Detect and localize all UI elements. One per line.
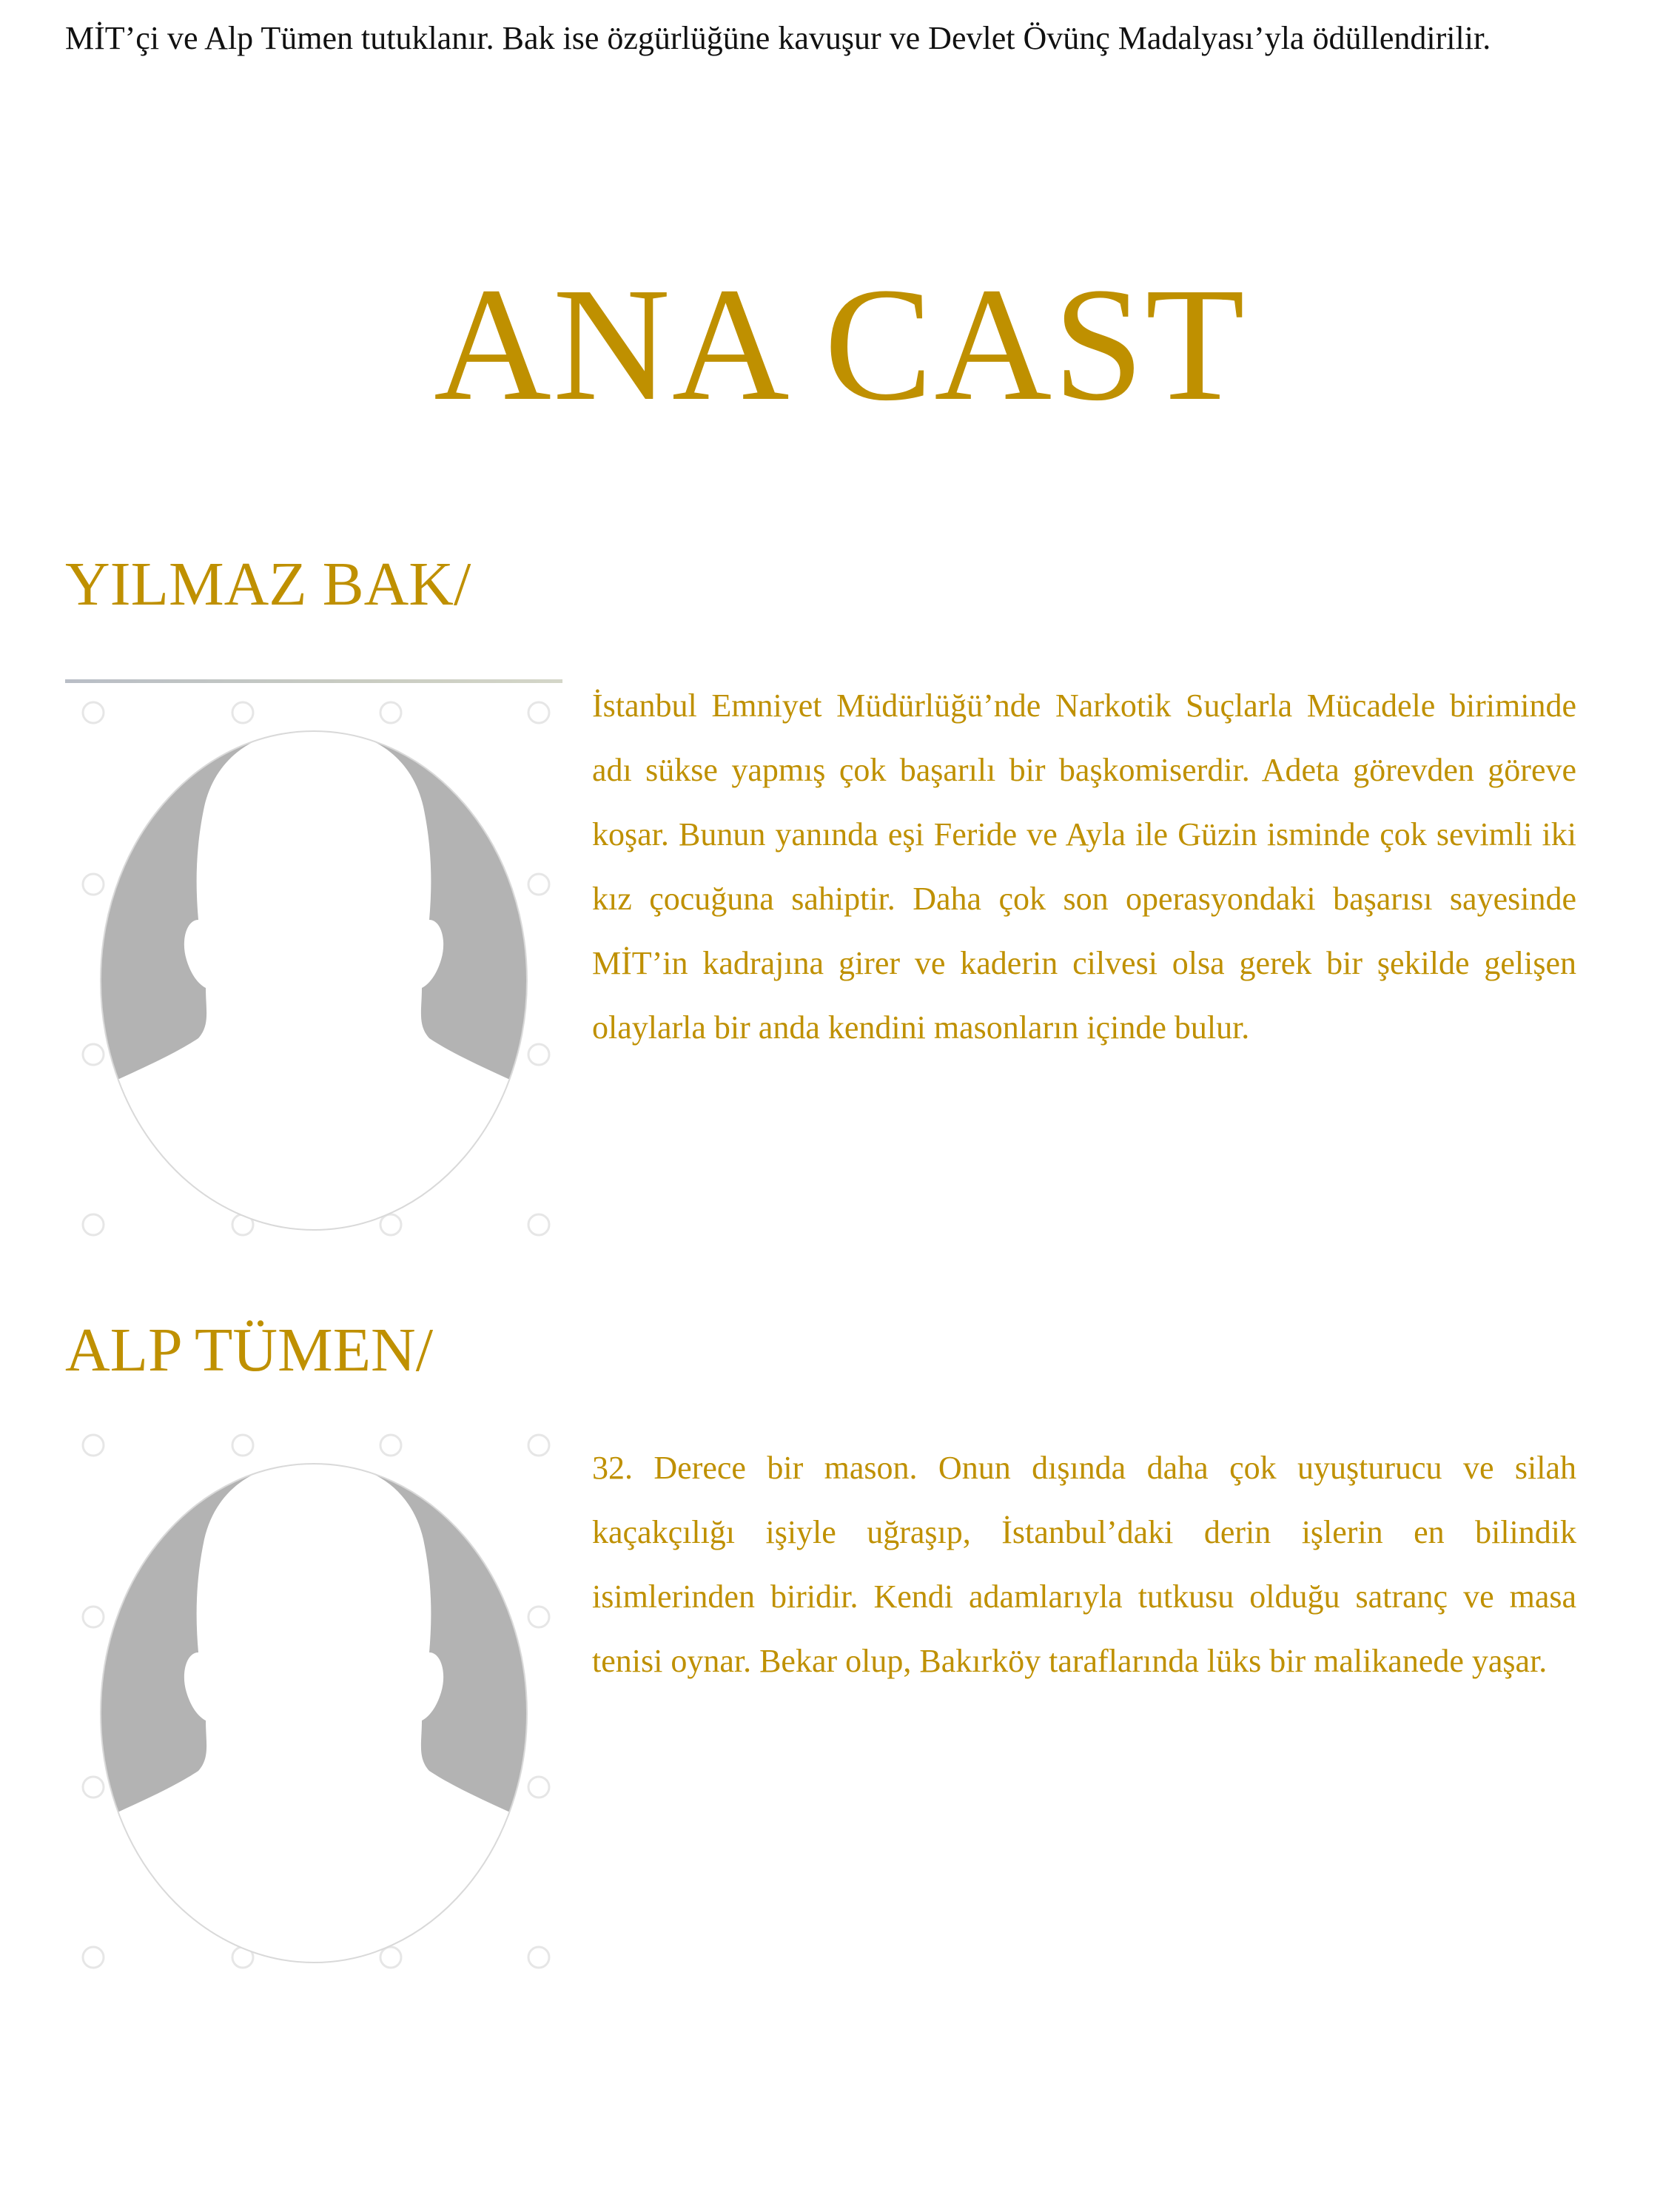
character-name-alp-tumen: ALP TÜMEN/ bbox=[65, 1316, 434, 1385]
character-bio-yilmaz-bak: İstanbul Emniyet Müdürlüğü’nde Narkotik Suçlarla Mücadele biriminde adı sükse yapmış çok başarılı bir başkomiserdir. Adeta görevden göreve koşar. Bunun yanında eşi Feride ve Ayla ile Güzin isminde çok sevimli iki kız çocuğuna sahiptir. Daha çok son operasyondaki başarısı sayesinde MİT’in kadrajına girer ve kaderin cilvesi olsa gerek bir şekilde gelişen olaylarla bir anda kendini masonların içinde bulur. bbox=[592, 687, 1576, 1046]
character-name-yilmaz-bak: YILMAZ BAK/ bbox=[65, 550, 471, 619]
intro-paragraph: MİT’çi ve Alp Tümen tutuklanır. Bak ise özgürlüğüne kavuşur ve Devlet Övünç Madalyası’yla ödüllendirilir. bbox=[65, 20, 1491, 56]
default-avatar-icon bbox=[65, 1417, 562, 1980]
avatar-placeholder-yilmaz-bak bbox=[65, 685, 562, 1247]
section-title: ANA CAST bbox=[434, 254, 1246, 434]
avatar-placeholder-alp-tumen bbox=[65, 1417, 562, 1980]
character-bio-alp-tumen: 32. Derece bir mason. Onun dışında daha çok uyuşturucu ve silah kaçakçılığı işiyle uğraşıp, İstanbul’daki derin işlerin en bilindik isimlerinden biridir. Kendi adamlarıyla tutkusu olduğu satranç ve masa tenisi oynar. Bekar olup, Bakırköy taraflarında lüks bir malikanede yaşar. bbox=[592, 1450, 1576, 1679]
name-divider bbox=[65, 679, 562, 683]
default-avatar-icon bbox=[65, 685, 562, 1247]
